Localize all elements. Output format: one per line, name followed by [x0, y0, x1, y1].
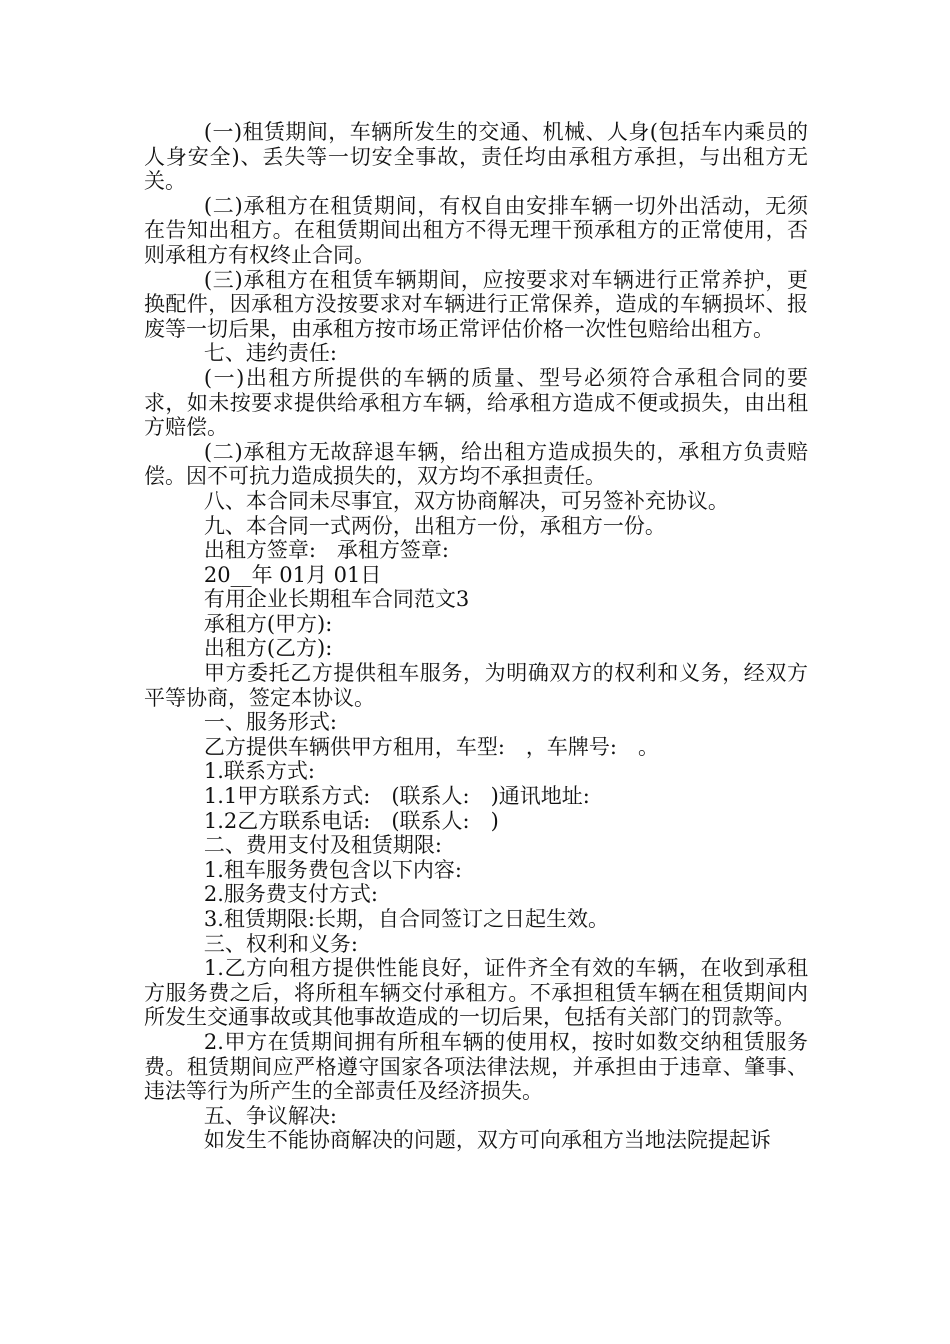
section-heading-breach: 七、违约责任:	[203, 341, 337, 366]
paragraph-lessor-liability: (一)出租方所提供的车辆的质量、型号必须符合承租合同的要求，如未按要求提供给承租方车辆，给承租方造成不便或损失，由出租方赔偿。	[144, 365, 808, 440]
item-lease-term: 3.租赁期限:长期，自合同签订之日起生效。	[203, 907, 609, 931]
item-party-b-duties: 1.乙方向租方提供性能良好，证件齐全有效的车辆，在收到承租方服务费之后，将所租车辆交付承租方。不承担租赁车辆在租赁期间内所发生交通事故或其他事故造成的一切后果，包括有关部门的罚款等。	[144, 956, 808, 1030]
section-heading-rights: 三、权利和义务:	[203, 931, 358, 956]
section-heading-dispute: 五、争议解决:	[203, 1103, 337, 1128]
item-fee-contents: 1.租车服务费包含以下内容:	[203, 857, 462, 882]
paragraph-maintenance: (三)承租方在租赁车辆期间，应按要求对车辆进行正常养护，更换配件，因承租方没按要求对车辆进行正常保养，造成的车辆损坏、报废等一切后果，由承租方按市场正常评估价格一次性包赔给出租方。	[144, 267, 808, 341]
paragraph-preamble: 甲方委托乙方提供租车服务，为明确双方的权利和义务，经双方平等协商，签定本协议。	[144, 661, 808, 710]
document-page	[144, 120, 808, 1153]
item-contact-party-a: 1.1甲方联系方式: (联系人: )通讯地址:	[203, 784, 590, 809]
section-heading-service: 一、服务形式:	[203, 710, 337, 735]
party-b-line: 出租方(乙方):	[203, 636, 333, 661]
paragraph-lessee-liability: (二)承租方无故辞退车辆，给出租方造成损失的，承租方负责赔偿。因不可抗力造成损失的，双方均不承担责任。	[144, 439, 808, 489]
contract-title: 有用企业长期租车合同范文3	[203, 587, 470, 612]
item-contact-party-b: 1.2乙方联系电话: (联系人: )	[203, 808, 499, 833]
paragraph-supplement: 八、本合同未尽事宜，双方协商解决，可另签补充协议。	[203, 488, 729, 513]
section-heading-fees: 二、费用支付及租赁期限:	[203, 833, 442, 858]
paragraph-vehicle-info: 乙方提供车辆供甲方租用，车型: ，车牌号: 。	[203, 734, 659, 759]
paragraph-dispute: 如发生不能协商解决的问题，双方可向承租方当地法院提起诉	[203, 1128, 771, 1153]
item-payment-method: 2.服务费支付方式:	[203, 882, 378, 907]
party-a-line: 承租方(甲方):	[203, 611, 333, 636]
signature-line: 出租方签章: 承租方签章:	[203, 538, 449, 563]
paragraph-usage-rights: (二)承租方在租赁期间，有权自由安排车辆一切外出活动，无须在告知出租方。在租赁期间出租方不得无理干预承租方的正常使用，否则承租方有权终止合同。	[144, 193, 808, 267]
paragraph-copies: 九、本合同一式两份，出租方一份，承租方一份。	[203, 513, 666, 538]
date-line: 20__年 01月 01日	[203, 562, 382, 587]
paragraph-liability-accident: (一)租赁期间，车辆所发生的交通、机械、人身(包括车内乘员的人身安全)、丢失等一切安全事故，责任均由承租方承担，与出租方无关。	[144, 120, 808, 194]
item-contact: 1.联系方式:	[203, 759, 315, 784]
item-party-a-duties: 2.甲方在赁期间拥有所租车辆的使用权，按时如数交纳租赁服务费。租赁期间应严格遵守国家各项法律法规，并承担由于违章、肇事、违法等行为所产生的全部责任及经济损失。	[144, 1029, 808, 1104]
